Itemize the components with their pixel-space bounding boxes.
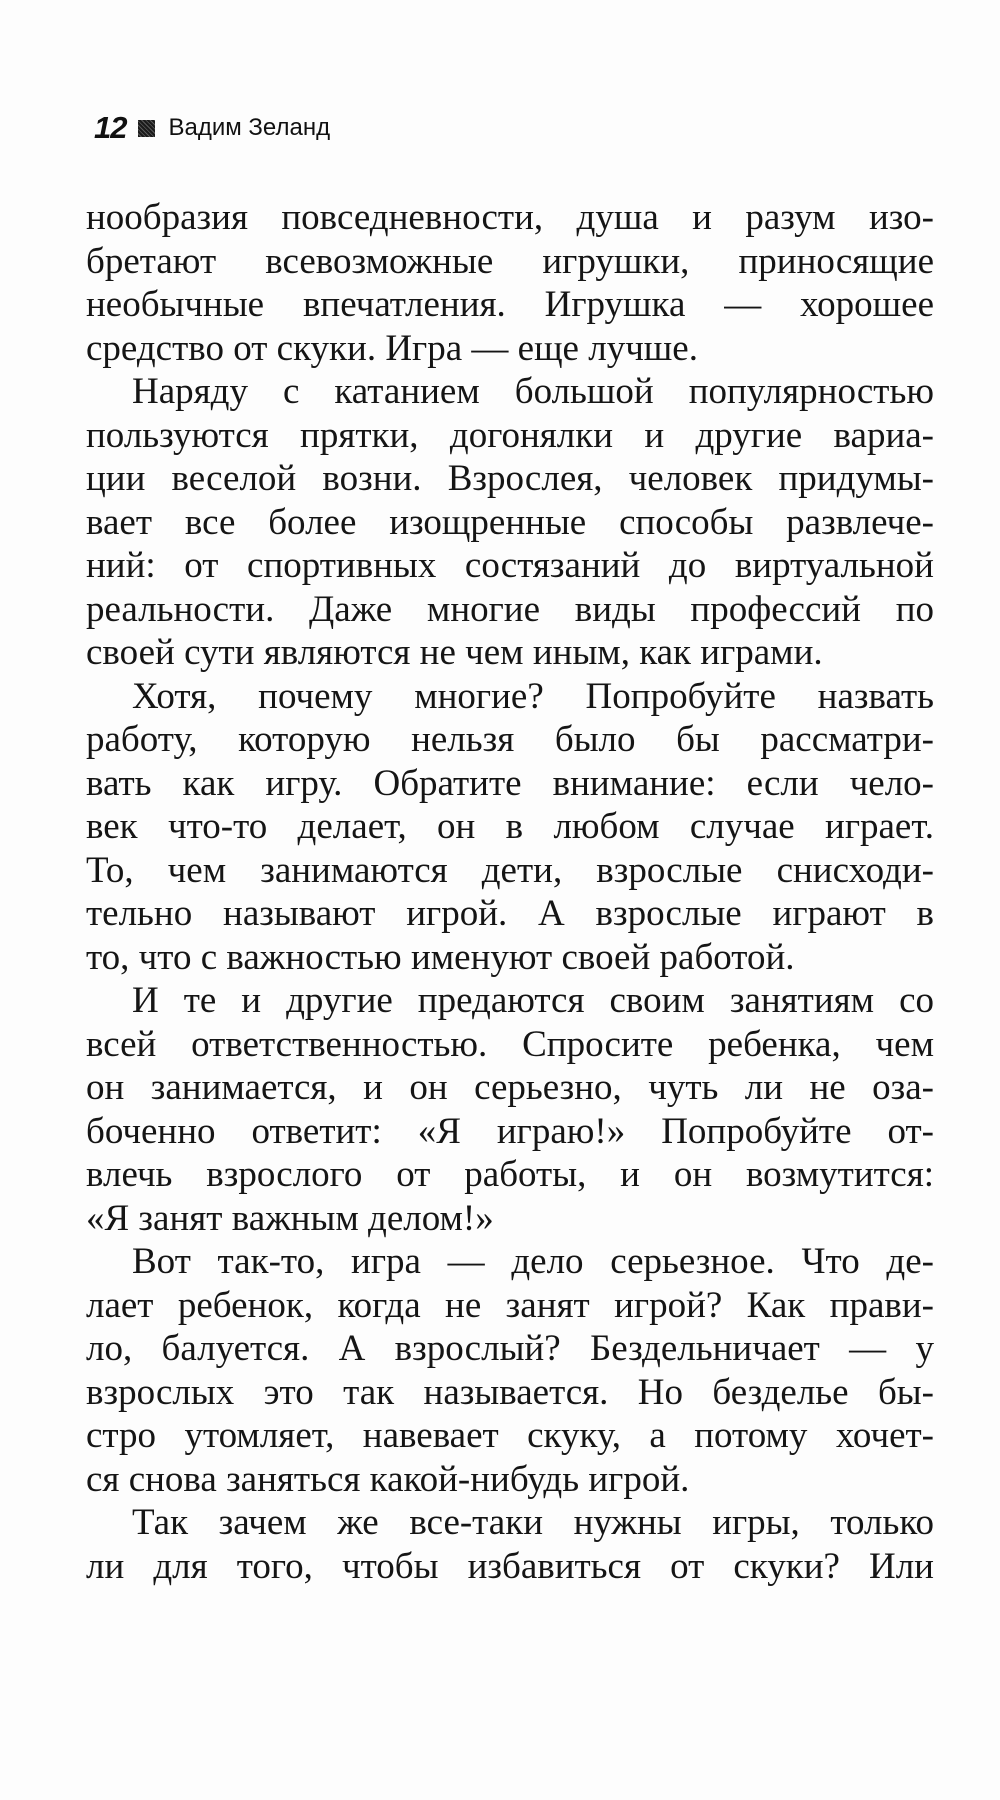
page-number: 12 [94,110,127,145]
text-line: необычные впечатления. Игрушка — хорошее [86,284,934,325]
text-line: ся снова заняться какой-нибудь игрой. [86,1458,690,1500]
running-head [94,108,330,148]
text-line: И те и другие предаются своим занятиям со [132,980,934,1021]
paragraph [86,196,934,370]
author-name: Вадим Зеланд [168,114,331,141]
text-line: нообразия повседневности, душа и разум изо- [86,197,934,238]
text-line: вает все более изощренные способы развлече- [86,501,934,543]
text-line: он занимается, и он серьезно, чуть ли не оза- [86,1067,934,1108]
text-line: влечь взрослого от работы, и он возмутится: [86,1154,934,1195]
text-line: ло, балуется. А взрослый? Бездельничает — у [86,1328,934,1369]
body-text [86,196,934,1588]
text-line: Так зачем же все-таки нужны игры, только [132,1502,934,1543]
square-ornament-icon [138,120,155,137]
text-line: Наряду с катанием большой популярностью [132,371,934,412]
text-line: пользуются прятки, догонялки и другие вариа- [86,414,934,456]
text-line: То, чем занимаются дети, взрослые снисходи- [86,849,934,891]
text-line: век что-то делает, он в любом случае играет. [86,806,934,847]
text-line: реальности. Даже многие виды профессий по [86,588,934,630]
paragraph [86,1501,934,1588]
text-line: стро утомляет, навевает скуку, а потому хочет- [86,1415,934,1456]
paragraph [86,1240,934,1501]
text-line: «Я занят важным делом!» [86,1197,494,1239]
text-line: то, что с важностью именуют своей работой. [86,936,795,978]
text-line: ции веселой возни. Взрослея, человек придумы- [86,458,934,499]
text-line: взрослых это так называется. Но безделье бы- [86,1371,934,1413]
text-line: тельно называют игрой. А взрослые играют в [86,893,934,934]
paragraph [86,370,934,675]
text-line: работу, которую нельзя было бы рассматри- [86,719,934,760]
text-line: лает ребенок, когда не занят игрой? Как прави- [86,1284,934,1326]
text-line: боченно ответит: «Я играю!» Попробуйте от- [86,1110,934,1152]
text-line: Вот так-то, игра — дело серьезное. Что де- [132,1241,934,1282]
text-line: всей ответственностью. Спросите ребенка, чем [86,1023,934,1065]
text-line: бретают всевозможные игрушки, приносящие [86,240,934,282]
text-line: своей сути являются не чем иным, как играми. [86,632,823,673]
text-line: средство от скуки. Игра — еще лучше. [86,327,698,369]
text-line: вать как игру. Обратите внимание: если чело- [86,762,934,804]
text-line: Хотя, почему многие? Попробуйте назвать [132,675,934,717]
text-line: ли для того, чтобы избавиться от скуки? Или [86,1545,934,1587]
paragraph [86,979,934,1240]
paragraph [86,675,934,980]
text-line: ний: от спортивных состязаний до виртуальной [86,545,934,586]
